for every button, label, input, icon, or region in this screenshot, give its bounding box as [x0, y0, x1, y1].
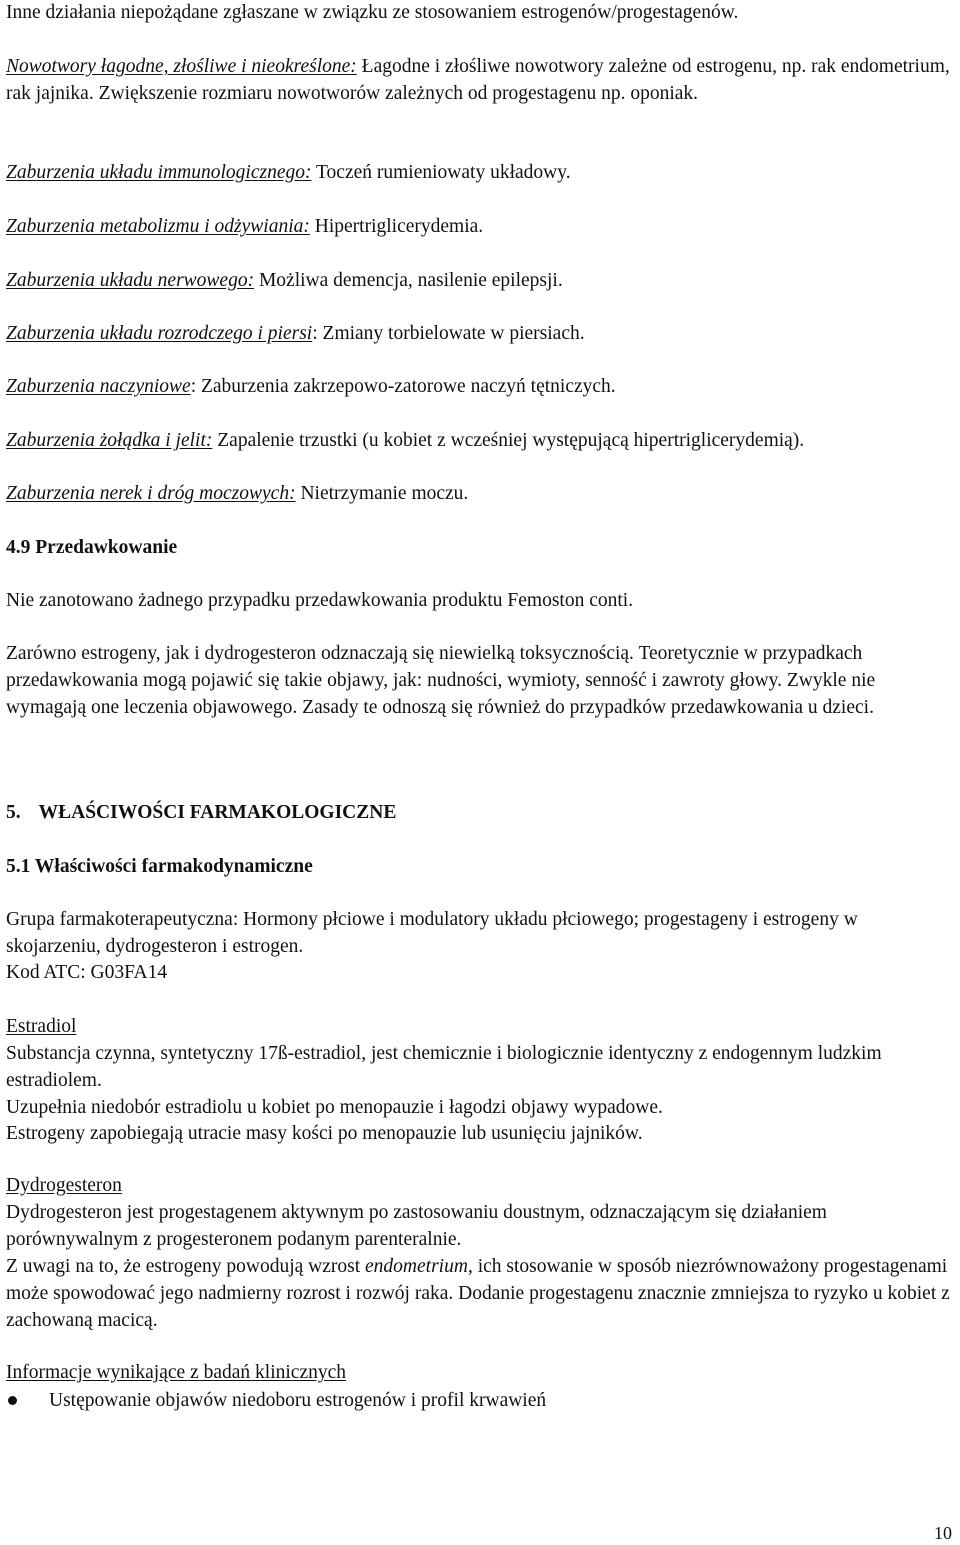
document-page [6, 0, 952, 1545]
adverse-label: Zaburzenia układu immunologicznego: [6, 162, 312, 183]
atc-code: Kod ATC: G03FA14 [6, 962, 168, 983]
dydrogesteron-title: Dydrogesteron [6, 1175, 122, 1196]
adverse-label: Zaburzenia metabolizmu i odżywiania: [6, 216, 310, 237]
adverse-item-metabolism [6, 213, 952, 240]
adverse-label: Zaburzenia naczyniowe [6, 376, 191, 397]
intro-text: Inne działania niepożądane zgłaszane w związku ze stosowaniem estrogenów/progestagenów. [6, 2, 739, 23]
adverse-item-nervous [6, 267, 952, 294]
page-number: 10 [934, 1523, 952, 1543]
adverse-text: Możliwa demencja, nasilenie epilepsji. [254, 270, 563, 291]
adverse-text: Nietrzymanie moczu. [295, 483, 469, 504]
adverse-item-gastro [6, 427, 952, 454]
adverse-label: Zaburzenia układu nerwowego: [6, 270, 255, 291]
estradiol-line: Uzupełnia niedobór estradiolu u kobiet po menopauzie i łagodzi objawy wypadowe. [6, 1097, 663, 1118]
estradiol-line: Estrogeny zapobiegają utracie masy kości po menopauzie lub usunięciu jajników. [6, 1123, 643, 1144]
clinical-info-title: Informacje wynikające z badań klinicznych [6, 1362, 347, 1383]
adverse-text: Hipertriglicerydemia. [309, 216, 484, 237]
overdose-paragraph-1: Nie zanotowano żadnego przypadku przedawkowania produktu Femoston conti. [6, 590, 634, 611]
dydrogesteron-text: Z uwagi na to, że estrogeny powodują wzrost [6, 1256, 366, 1277]
adverse-text: : Zaburzenia zakrzepowo-zatorowe naczyń tętniczych. [190, 376, 616, 397]
pharmacotherapeutic-group: Grupa farmakoterapeutyczna: Hormony płciowe i modulatory układu płciowego; progestageny i estrogeny w skojarzeniu, dydrogesteron i estrogen. [6, 909, 858, 957]
adverse-item-immune [6, 159, 952, 186]
dydrogesteron-text: , ich stosowanie w sposób niezrównoważony progestagenami może spowodować jego nadmierny rozrost i rozwój raka. Dodanie progestagenu znacznie zmniejsza to ryzyko u kobiet z zachowaną macicą. [6, 1256, 950, 1331]
adverse-label: Zaburzenia nerek i dróg moczowych: [6, 483, 296, 504]
adverse-text: Zapalenie trzustki (u kobiet z wcześniej występującą hipertriglicerydemią). [212, 430, 805, 451]
adverse-text: : Zmiany torbielowate w piersiach. [312, 323, 585, 344]
section-title: WŁAŚCIWOŚCI FARMAKOLOGICZNE [38, 802, 397, 823]
estradiol-title: Estradiol [6, 1016, 77, 1037]
adverse-item-reproductive [6, 320, 952, 347]
adverse-item-vascular [6, 373, 952, 400]
adverse-item-renal [6, 480, 952, 507]
adverse-label: Zaburzenia układu rozrodczego i piersi [6, 323, 313, 344]
adverse-label: Zaburzenia żołądka i jelit: [6, 430, 213, 451]
adverse-text: Toczeń rumieniowaty układowy. [311, 162, 571, 183]
bullet-icon [8, 1396, 17, 1405]
section-heading-pharmacodynamics: 5.1 Właściwości farmakodynamiczne [6, 856, 313, 877]
adverse-label: Nowotwory łagodne, złośliwe i nieokreślone: [6, 56, 357, 77]
dydrogesteron-line-1: Dydrogesteron jest progestagenem aktywnym po zastosowaniu doustnym, odznaczającym się działaniem porównywalnym z progesteronem podanym parenteralnie. [6, 1202, 827, 1250]
section-number: 5. [6, 802, 21, 823]
clinical-bullet-text: Ustępowanie objawów niedoboru estrogenów i profil krwawień [49, 1390, 547, 1411]
estradiol-line: Substancja czynna, syntetyczny 17ß-estradiol, jest chemicznie i biologicznie identyczny z endogennym ludzkim estradiolem. [6, 1043, 882, 1091]
dydrogesteron-emphasis: endometrium [365, 1256, 468, 1277]
overdose-paragraph-2: Zarówno estrogeny, jak i dydrogesteron odznaczają się niewielką toksycznością. Teoretycznie w przypadkach przedawkowania mogą pojawić się takie objawy, jak: nudności, wymioty, senność i zawroty głowy. Zwykle nie wymagają one leczenia objawowego. Zasady te odnoszą się również do przypadków przedawkowania u dzieci. [6, 643, 876, 718]
section-heading-pharmacology [6, 799, 952, 826]
adverse-item-neoplasms [6, 53, 952, 107]
adverse-text: Łagodne i złośliwe nowotwory zależne od estrogenu, np. rak endometrium, rak jajnika. Zwiększenie rozmiaru nowotworów zależnych od progestagenu np. oponiak. [6, 56, 950, 104]
section-heading-overdose: 4.9 Przedawkowanie [6, 537, 178, 558]
dydrogesteron-line-2 [6, 1253, 952, 1334]
